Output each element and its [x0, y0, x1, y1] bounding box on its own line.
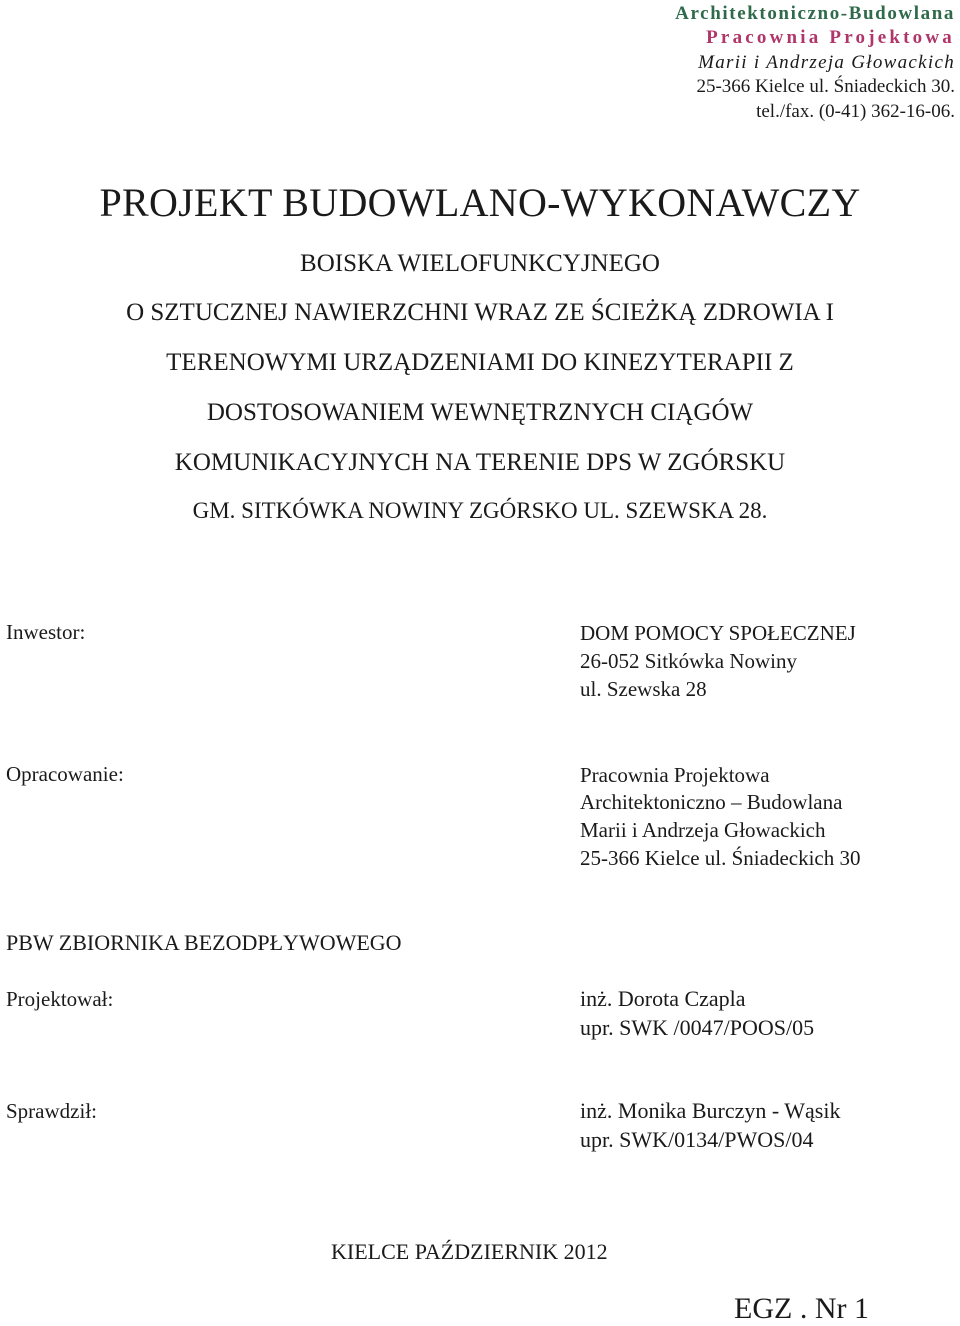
- place-date: KIELCE PAŹDZIERNIK 2012: [331, 1239, 608, 1264]
- firm-name-line1: Architektoniczno-Budowlana: [675, 3, 955, 24]
- checker-name: inż. Monika Burczyn - Wąsik: [580, 1098, 841, 1123]
- firm-phone: tel./fax. (0-41) 362-16-06.: [756, 101, 955, 122]
- investor-line: 26-052 Sitkówka Nowiny: [580, 649, 797, 673]
- subtitle-line: TERENOWYMI URZĄDZENIAMI DO KINEZYTERAPII Z: [166, 349, 794, 376]
- designer-label: Projektował:: [6, 987, 114, 1011]
- prepared-line: Architektoniczno – Budowlana: [580, 790, 843, 814]
- document-title: PROJEKT BUDOWLANO-WYKONAWCZY: [99, 180, 861, 225]
- subtitle-line: KOMUNIKACYJNYCH NA TERENIE DPS W ZGÓRSKU: [174, 449, 786, 476]
- subtitle-line: DOSTOSOWANIEM WEWNĘTRZNYCH CIĄGÓW: [206, 399, 754, 426]
- prepared-label: Opracowanie:: [6, 762, 124, 786]
- firm-address: 25-366 Kielce ul. Śniadeckich 30.: [696, 76, 955, 97]
- checker-license: upr. SWK/0134/PWOS/04: [580, 1127, 814, 1152]
- investor-label: Inwestor:: [6, 620, 86, 644]
- firm-name-line2: Pracownia Projektowa: [706, 27, 955, 48]
- prepared-line: 25-366 Kielce ul. Śniadeckich 30: [580, 846, 861, 870]
- subtitle-line: O SZTUCZNEJ NAWIERZCHNI WRAZ ZE ŚCIEŻKĄ ZDROWIA I: [126, 299, 834, 326]
- prepared-line: Marii i Andrzeja Głowackich: [580, 818, 826, 842]
- subtitle-line: BOISKA WIELOFUNKCYJNEGO: [300, 250, 660, 277]
- checker-label: Sprawdził:: [6, 1099, 97, 1123]
- prepared-line: Pracownia Projektowa: [580, 763, 770, 787]
- investor-line: ul. Szewska 28: [580, 677, 707, 701]
- investor-line: DOM POMOCY SPOŁECZNEJ: [580, 621, 856, 645]
- section-heading: PBW ZBIORNIKA BEZODPŁYWOWEGO: [6, 930, 402, 955]
- subtitle-line: GM. SITKÓWKA NOWINY ZGÓRSKO UL. SZEWSKA 28.: [192, 498, 768, 523]
- copy-number: EGZ . Nr 1: [734, 1292, 869, 1325]
- firm-owners: Marii i Andrzeja Głowackich: [698, 52, 955, 73]
- designer-license: upr. SWK /0047/POOS/05: [580, 1015, 815, 1040]
- designer-name: inż. Dorota Czapla: [580, 986, 746, 1011]
